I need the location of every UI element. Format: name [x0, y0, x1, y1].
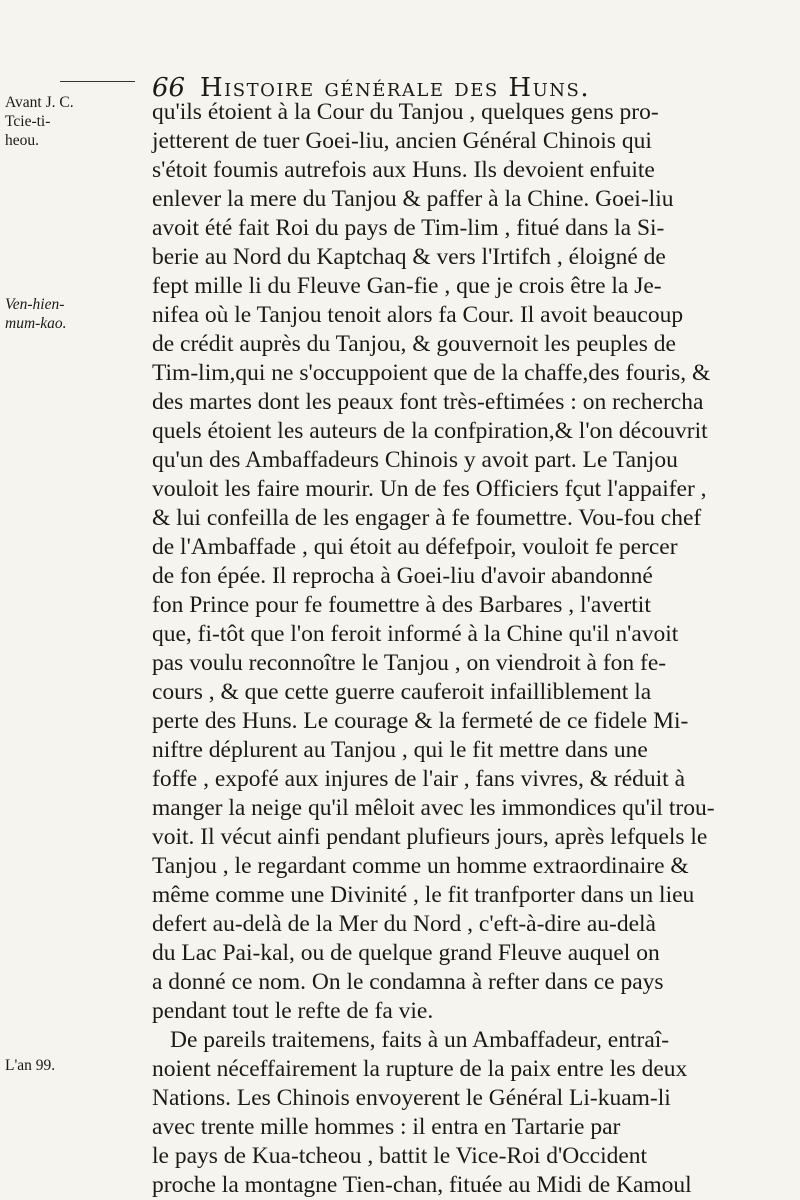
- text-line: qu'ils étoient à la Cour du Tanjou , quelques gens pro-: [152, 99, 659, 125]
- body-text: [152, 98, 782, 1200]
- text-line: qu'un des Ambaffadeurs Chinois y avoit part. Le Tanjou: [152, 447, 678, 473]
- text-line: Tim-lim,qui ne s'occuppoient que de la chaffe,des fouris, &: [152, 360, 711, 386]
- text-line: proche la montagne Tien-chan, fituée au Midi de Kamoul: [152, 1172, 692, 1198]
- text-line: voit. Il vécut ainfi pendant plufieurs jours, après lefquels le: [152, 824, 708, 850]
- text-line: defert au-delà de la Mer du Nord , c'eft-à-dire au-delà: [152, 911, 656, 937]
- running-title: Histoire générale des Huns.: [200, 73, 591, 103]
- margin-note-ven-hien: Ven-hien-: [5, 296, 65, 313]
- text-line: berie au Nord du Kaptchaq & vers l'Irtifch , éloigné de: [152, 244, 666, 270]
- text-line: quels étoient les auteurs de la confpiration,& l'on découvrit: [152, 418, 708, 444]
- text-line: nifea où le Tanjou tenoit alors fa Cour. Il avoit beaucoup: [152, 302, 684, 328]
- margin-note-avant: Avant J. C.: [5, 94, 74, 111]
- text-line: de fon épée. Il reprocha à Goei-liu d'avoir abandonné: [152, 563, 653, 589]
- text-line: enlever la mere du Tanjou & paffer à la Chine. Goei-liu: [152, 186, 674, 212]
- text-line: De pareils traitemens, faits à un Ambaffadeur, entraî-: [170, 1027, 670, 1053]
- text-line: jetterent de tuer Goei-liu, ancien Général Chinois qui: [152, 128, 652, 154]
- text-line: cours , & que cette guerre cauferoit infailliblement la: [152, 679, 652, 705]
- margin-note-mum-kao: mum-kao.: [5, 315, 67, 332]
- text-line: pendant tout le refte de fa vie.: [152, 998, 434, 1024]
- text-line: perte des Huns. Le courage & la fermeté de ce fidele Mi-: [152, 708, 689, 734]
- margin-note-year: L'an 99.: [5, 1057, 56, 1074]
- text-line: même comme une Divinité , le fit tranfporter dans un lieu: [152, 882, 695, 908]
- text-line: du Lac Pai-kal, ou de quelque grand Fleuve auquel on: [152, 940, 660, 966]
- text-line: de crédit auprès du Tanjou, & gouvernoit les peuples de: [152, 331, 676, 357]
- text-line: pas voulu reconnoître le Tanjou , on viendroit à fon fe-: [152, 650, 667, 676]
- text-line: avoit été fait Roi du pays de Tim-lim , fitué dans la Si-: [152, 215, 665, 241]
- text-line: Nations. Les Chinois envoyerent le Général Li-kuam-li: [152, 1085, 671, 1111]
- text-line: de l'Ambaffade , qui étoit au défefpoir, vouloit fe percer: [152, 534, 678, 560]
- text-line: noient néceffairement la rupture de la paix entre les deux: [152, 1056, 688, 1082]
- page-number: 66: [152, 73, 186, 103]
- text-line: le pays de Kua-tcheou , battit le Vice-Roi d'Occident: [152, 1143, 648, 1169]
- margin-rule: [60, 81, 135, 82]
- text-line: Tanjou , le regardant comme un homme extraordinaire &: [152, 853, 689, 879]
- text-line: niftre déplurent au Tanjou , qui le fit mettre dans une: [152, 737, 648, 763]
- text-line: fept mille li du Fleuve Gan-fie , que je crois être la Je-: [152, 273, 662, 299]
- margin-note-heou: heou.: [5, 132, 40, 149]
- text-line: manger la neige qu'il mêloit avec les immondices qu'il trou-: [152, 795, 715, 821]
- text-line: fon Prince pour fe foumettre à des Barbares , l'avertit: [152, 592, 651, 618]
- text-line: & lui confeilla de les engager à fe foumettre. Vou-fou chef: [152, 505, 702, 531]
- text-line: que, fi-tôt que l'on feroit informé à la Chine qu'il n'avoit: [152, 621, 679, 647]
- text-line: foffe , expofé aux injures de l'air , fans vivres, & réduit à: [152, 766, 686, 792]
- text-line: vouloit les faire mourir. Un de fes Officiers fçut l'appaifer ,: [152, 476, 707, 502]
- text-line: a donné ce nom. On le condamna à refter dans ce pays: [152, 969, 664, 995]
- text-line: des martes dont les peaux font très-eftimées : on rechercha: [152, 389, 704, 415]
- margin-note-tcie-ti: Tcie-ti-: [5, 113, 51, 130]
- text-line: s'étoit foumis autrefois aux Huns. Ils devoient enfuite: [152, 157, 655, 183]
- text-line: avec trente mille hommes : il entra en Tartarie par: [152, 1114, 621, 1140]
